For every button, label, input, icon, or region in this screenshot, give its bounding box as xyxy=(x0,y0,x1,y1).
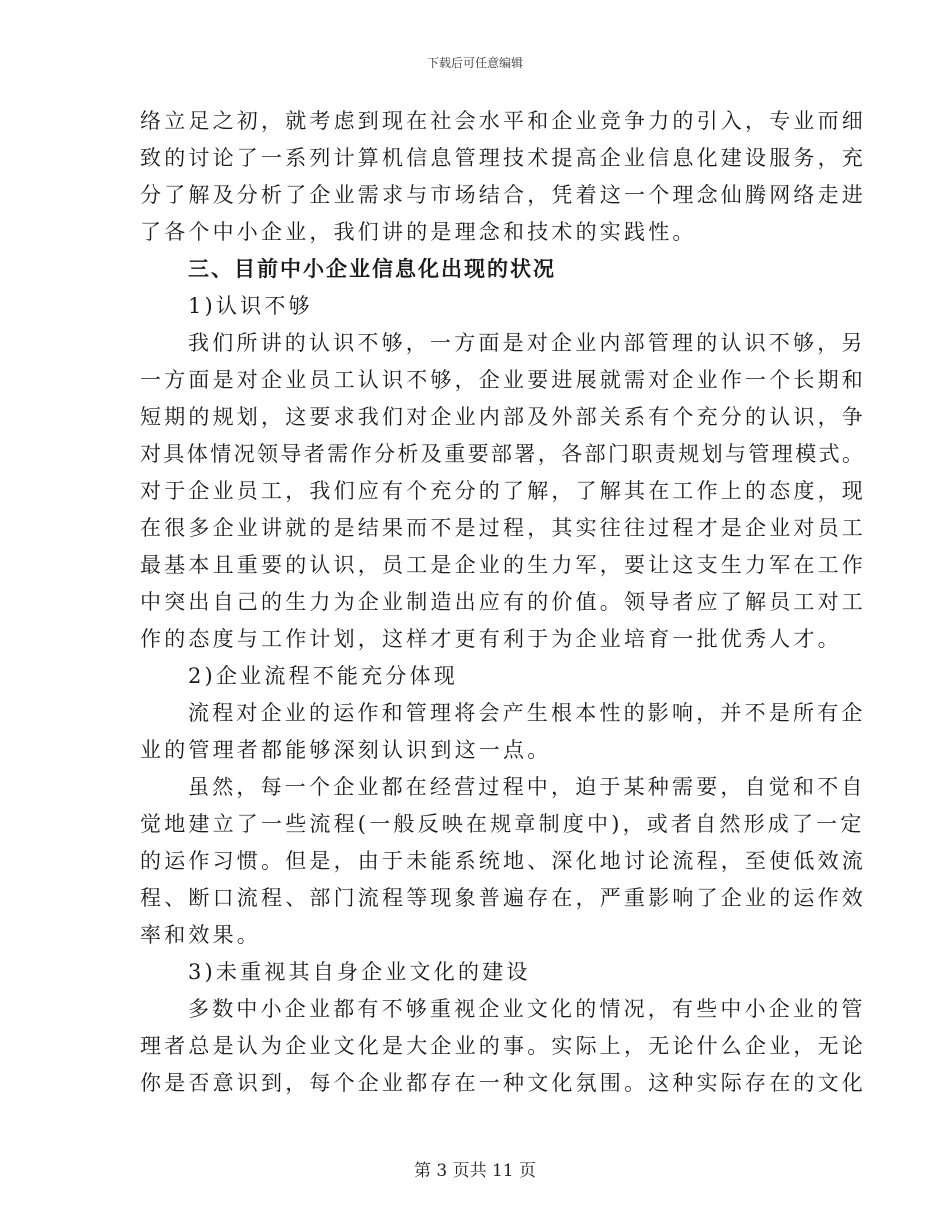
body-line: 在很多企业讲就的是结果而不是过程，其实往往过程才是企业对员工 xyxy=(140,516,866,540)
body-line: 了各个中小企业，我们讲的是理念和技术的实践性。 xyxy=(140,220,697,244)
body-line: 觉地建立了一些流程(一般反映在规章制度中)，或者自然形成了一定 xyxy=(140,812,865,836)
body-line: 率和效果。 xyxy=(140,923,261,947)
body-line: 对具体情况领导者需作分析及重要部署，各部门职责规划与管理模式。 xyxy=(140,442,866,466)
body-line: 你是否意识到，每个企业都存在一种文化氛围。这种实际存在的文化 xyxy=(140,1071,866,1095)
body-line: 理者总是认为企业文化是大企业的事。实际上，无论什么企业，无论 xyxy=(140,1034,866,1058)
body-line: 一方面是对企业员工认识不够，企业要进展就需对企业作一个长期和 xyxy=(140,368,866,392)
body-line: 多数中小企业都有不够重视企业文化的情况，有些中小企业的管 xyxy=(188,997,866,1021)
body-line: 业的管理者都能够深刻认识到这一点。 xyxy=(140,738,552,762)
body-line: 作的态度与工作计划，这样才更有利于为企业培育一批优秀人才。 xyxy=(140,627,842,651)
body-line: 中突出自己的生力为企业制造出应有的价值。领导者应了解员工对工 xyxy=(140,590,866,614)
body-line: 络立足之初，就考虑到现在社会水平和企业竞争力的引入，专业而细 xyxy=(140,109,866,133)
subsection-heading: 3)未重视其自身企业文化的建设 xyxy=(188,960,531,984)
body-line: 程、断口流程、部门流程等现象普遍存在，严重影响了企业的运作效 xyxy=(140,886,866,910)
section-heading: 三、目前中小企业信息化出现的状况 xyxy=(188,257,556,281)
subsection-heading: 1)认识不够 xyxy=(188,294,313,318)
document-body xyxy=(140,103,866,1102)
header-note: 下载后可任意编辑 xyxy=(426,56,523,70)
body-line: 的运作习惯。但是，由于未能系统地、深化地讨论流程，至使低效流 xyxy=(140,849,866,873)
body-line: 致的讨论了一系列计算机信息管理技术提高企业信息化建设服务，充 xyxy=(140,146,866,170)
subsection-heading: 2)企业流程不能充分体现 xyxy=(188,664,458,688)
body-line: 短期的规划，这要求我们对企业内部及外部关系有个充分的认识，争 xyxy=(140,405,866,429)
body-line: 最基本且重要的认识，员工是企业的生力军，要让这支生力军在工作 xyxy=(140,553,866,577)
body-line: 我们所讲的认识不够，一方面是对企业内部管理的认识不够，另 xyxy=(188,331,866,355)
body-line: 对于企业员工，我们应有个充分的了解，了解其在工作上的态度，现 xyxy=(140,479,866,503)
body-line: 虽然，每一个企业都在经营过程中，迫于某种需要，自觉和不自 xyxy=(188,775,866,799)
body-line: 流程对企业的运作和管理将会产生根本性的影响，并不是所有企 xyxy=(188,701,866,725)
page-number: 第 3 页共 11 页 xyxy=(413,1161,537,1181)
body-line: 分了解及分析了企业需求与市场结合，凭着这一个理念仙腾网络走进 xyxy=(140,183,866,207)
